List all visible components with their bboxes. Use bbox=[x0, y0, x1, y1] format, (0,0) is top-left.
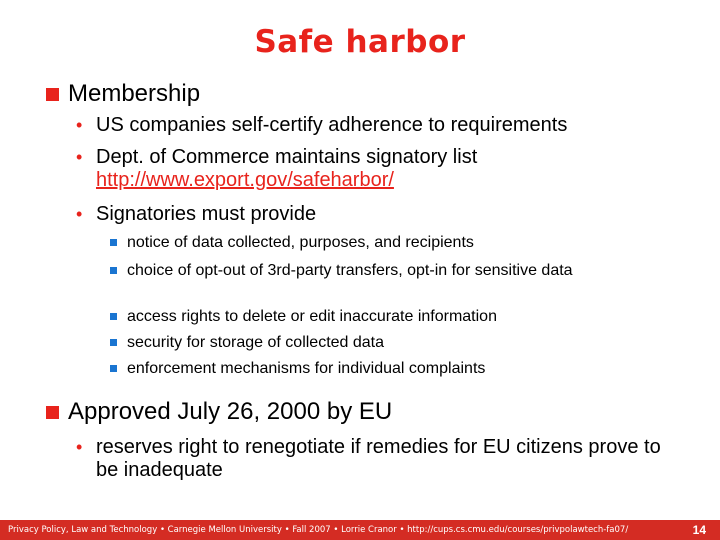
bullet-membership bbox=[46, 80, 200, 108]
sub-bullet-self-certify bbox=[76, 114, 567, 137]
sub-bullet-renegotiate bbox=[76, 436, 686, 482]
dot-bullet-icon: • bbox=[76, 437, 83, 457]
sub-sub-bullet-security bbox=[110, 333, 670, 352]
sub-sub-bullet-label: enforcement mechanisms for individual complaints bbox=[127, 360, 486, 377]
square-bullet-icon bbox=[46, 406, 59, 419]
sub-bullet-signatory-list bbox=[76, 146, 477, 192]
footer-text: Privacy Policy, Law and Technology • Carnegie Mellon University • Fall 2007 • Lorrie Cranor • http://cups.cs.cmu.edu/courses/privpolawtech-fa07/ bbox=[8, 525, 629, 535]
sub-bullet-label: US companies self-certify adherence to requirements bbox=[96, 114, 568, 136]
sub-bullet-label: Signatories must provide bbox=[96, 203, 317, 225]
sub-sub-bullet-label: notice of data collected, purposes, and recipients bbox=[127, 234, 474, 251]
sub-sub-bullet-enforcement bbox=[110, 359, 670, 378]
dot-bullet-icon: • bbox=[76, 147, 83, 167]
bullet-approved bbox=[46, 398, 392, 426]
bullet-label: Approved July 26, 2000 by EU bbox=[68, 398, 393, 425]
sub-sub-bullet-choice bbox=[110, 261, 670, 280]
sub-bullet-label: reserves right to renegotiate if remedies for EU citizens prove to be inadequate bbox=[96, 436, 661, 481]
safeharbor-link[interactable]: http://www.export.gov/safeharbor/ bbox=[96, 169, 394, 191]
bullet-label: Membership bbox=[68, 80, 201, 107]
dot-bullet-icon: • bbox=[76, 204, 83, 224]
square-bullet-icon bbox=[110, 365, 117, 372]
sub-bullet-label: Dept. of Commerce maintains signatory list bbox=[96, 146, 478, 168]
square-bullet-icon bbox=[110, 267, 117, 274]
sub-bullet-signatories bbox=[76, 203, 316, 226]
square-bullet-icon bbox=[110, 339, 117, 346]
dot-bullet-icon: • bbox=[76, 115, 83, 135]
footer-bar bbox=[0, 520, 720, 540]
sub-sub-bullet-label: security for storage of collected data bbox=[127, 334, 385, 351]
page-number: 14 bbox=[692, 523, 706, 537]
sub-sub-bullet-label: access rights to delete or edit inaccurate information bbox=[127, 308, 497, 325]
square-bullet-icon bbox=[110, 313, 117, 320]
square-bullet-icon bbox=[46, 88, 59, 101]
sub-sub-bullet-access bbox=[110, 307, 670, 326]
sub-sub-bullet-label: choice of opt-out of 3rd-party transfers, opt-in for sensitive data bbox=[127, 262, 573, 279]
sub-sub-bullet-notice bbox=[110, 233, 670, 252]
slide-title: Safe harbor bbox=[254, 24, 466, 60]
square-bullet-icon bbox=[110, 239, 117, 246]
